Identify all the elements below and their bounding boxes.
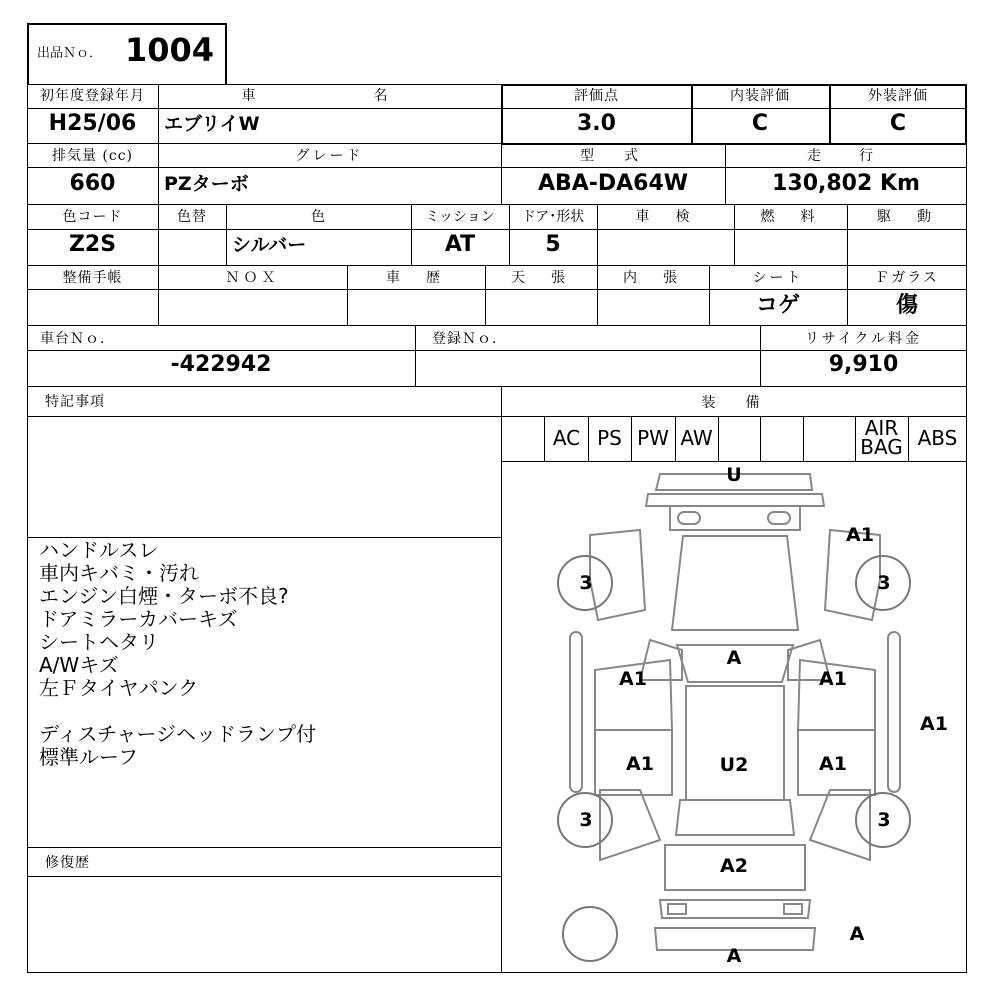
inspection-label: 車 検 — [635, 209, 696, 225]
note-line: 左Ｆタイヤパンク — [39, 676, 199, 700]
mileage-label: 走 行 — [807, 148, 885, 164]
lot-label: 出品Ｎｏ． — [37, 46, 103, 61]
notes-label: 特記事項 — [45, 394, 105, 410]
equip-abs: ABS — [917, 426, 958, 450]
note-line: シートヘタリ — [39, 630, 159, 654]
fuel-label: 燃 料 — [760, 209, 821, 225]
mark-front-bumper: U — [726, 464, 742, 486]
color-value: シルバー — [232, 234, 307, 256]
mark-hood: A — [726, 647, 742, 669]
displacement-label: 排気量 (cc) — [51, 148, 134, 164]
exterior-label: 外装評価 — [868, 88, 928, 104]
history-label: 車 歴 — [386, 270, 446, 286]
equip-airbag: AIR BAG — [860, 416, 903, 459]
model-label: 型 式 — [580, 148, 646, 164]
grade-value: PZターボ — [164, 173, 249, 195]
first-reg-value: H25/06 — [48, 111, 137, 136]
registration-label: 登録Ｎｏ． — [432, 331, 507, 347]
seat-label: シート — [752, 270, 804, 286]
mark-rear-corner: A — [849, 923, 865, 945]
recycle-value: 9,910 — [828, 352, 899, 377]
note-line: ディスチャージヘッドランプ付 — [39, 722, 316, 746]
car-name-label: 車 名 — [241, 88, 418, 104]
equip-ps: PS — [597, 426, 622, 450]
grade-label: グレード — [295, 148, 364, 164]
color-code-value: Z2S — [68, 232, 117, 257]
exterior-value: C — [889, 111, 907, 136]
score-value: 3.0 — [577, 111, 616, 136]
equipment-label: 装 備 — [701, 395, 768, 411]
color-code-label: 色コード — [62, 209, 123, 225]
mark-tire-rf: 3 — [877, 572, 891, 594]
glass-label: Ｆガラス — [875, 270, 939, 286]
recycle-label: リサイクル料金 — [804, 331, 923, 347]
lot-number: 1004 — [125, 31, 215, 69]
spare-tire — [563, 907, 617, 961]
mark-right-side: A1 — [920, 713, 948, 735]
note-line: エンジン白煙・ターボ不良? — [39, 584, 289, 608]
displacement-value: 660 — [69, 171, 116, 196]
nox-label: ＮＯＸ — [225, 270, 280, 286]
ceiling-label: 天 張 — [511, 270, 571, 286]
interior-value: C — [751, 111, 769, 136]
glass-value: 傷 — [895, 293, 918, 318]
equip-pw: PW — [637, 426, 669, 450]
mission-value: AT — [444, 232, 476, 257]
seat-value: コゲ — [755, 293, 800, 318]
score-label: 評価点 — [574, 88, 619, 104]
mark-roof: U2 — [719, 754, 749, 776]
repair-label: 修復歴 — [45, 855, 90, 871]
mark-rear-bumper: A — [726, 945, 742, 967]
mark-right-front-fender: A1 — [846, 524, 874, 546]
mark-left-rear-door: A1 — [626, 753, 654, 775]
mark-tire-rr: 3 — [877, 809, 891, 831]
interior-label: 内装評価 — [730, 88, 790, 104]
car-diagram — [502, 462, 967, 973]
first-reg-label: 初年度登録年月 — [40, 88, 145, 104]
model-value: ABA-DA64W — [537, 171, 689, 196]
repaint-label: 色替 — [177, 209, 207, 225]
equip-aw: AW — [680, 426, 713, 450]
mark-left-front-door: A1 — [619, 668, 647, 690]
mark-right-rear-door: A1 — [819, 753, 847, 775]
mileage-value: 130,802 Km — [772, 171, 920, 196]
mark-back-door: A2 — [720, 855, 748, 877]
mission-label: ミッション — [425, 209, 495, 225]
note-line: A/Wキズ — [39, 653, 119, 677]
note-line: ドアミラーカバーキズ — [39, 607, 238, 631]
color-label: 色 — [311, 209, 326, 225]
maintenance-label: 整備手帳 — [62, 270, 123, 286]
chassis-label: 車台Ｎｏ． — [40, 331, 115, 347]
lot-box — [27, 23, 227, 84]
note-line: 標準ルーフ — [39, 745, 138, 769]
chassis-value: -422942 — [170, 352, 272, 377]
note-line: ハンドルスレ — [39, 538, 159, 562]
door-value: 5 — [545, 232, 561, 257]
mark-tire-lf: 3 — [579, 572, 593, 594]
interior-trim-label: 内 張 — [623, 270, 683, 286]
mark-tire-lr: 3 — [579, 809, 593, 831]
mark-right-front-door: A1 — [819, 668, 847, 690]
door-label: ドア･形状 — [521, 209, 585, 225]
equip-ac: AC — [552, 426, 581, 450]
note-line: 車内キバミ・汚れ — [39, 561, 199, 585]
car-name-value: エブリイW — [164, 113, 260, 135]
drive-label: 駆 動 — [877, 209, 937, 225]
